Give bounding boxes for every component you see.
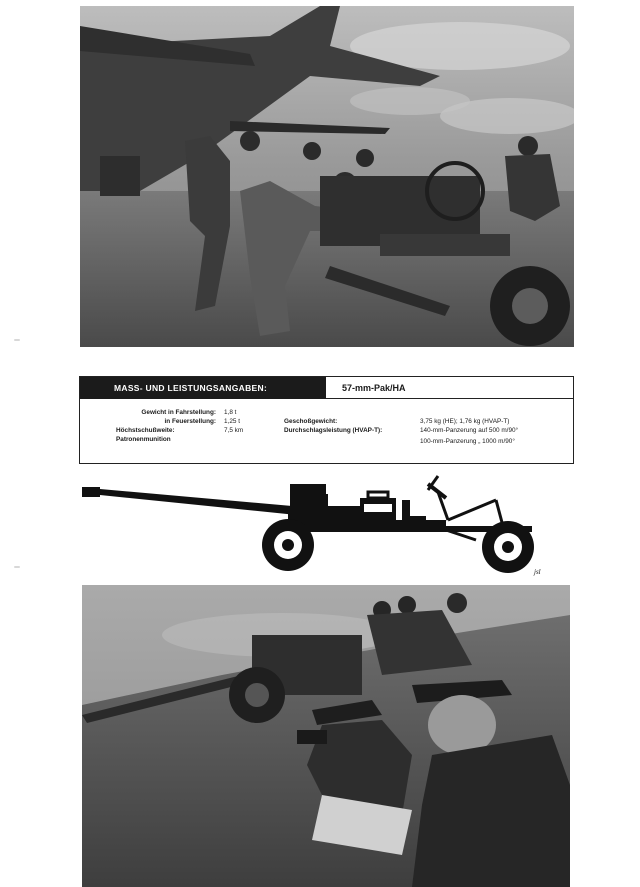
spec-value: 140-mm-Panzerung auf 500 m/90° [420,427,519,434]
spec-label: Geschoßgewicht: [284,418,338,425]
spec-value: 1,25 t [224,418,240,425]
spec-label: Patronenmunition [116,436,171,443]
spec-row-projectile-weight [284,417,337,426]
spec-label: in Feuerstellung: [164,418,216,425]
spec-value: 3,75 kg (HE); 1,76 kg (HVAP-T) [420,418,510,425]
spec-table-model-name: 57-mm-Pak/HA [326,377,573,399]
specification-table [79,376,574,464]
photo-top-image [80,6,574,347]
photo-top-soldiers-aircraft [80,6,574,347]
spec-value: 7,5 km [224,427,244,434]
spec-value-penetration-500 [420,426,518,435]
scan-edge-mark [14,566,20,568]
photo-bottom-image [82,585,570,887]
spec-value-projectile-weight [420,417,509,426]
spec-table-header: MASS- UND LEISTUNGSANGABEN: [80,377,326,399]
spec-label: Durchschlagsleistung (HVAP-T): [284,427,383,434]
spec-label: Höchstschußweite: [116,427,175,434]
spec-label: Gewicht in Fahrstellung: [141,409,216,416]
photo-bottom-gun-crew [82,585,570,887]
gun-silhouette-svg [76,470,566,580]
spec-value: 100-mm-Panzerung „ 1000 m/90° [420,438,515,445]
spec-row-penetration [284,426,382,435]
drawing-signature: jsl [534,568,541,576]
spec-value: 1,8 t [224,409,237,416]
gun-silhouette-drawing [76,470,566,580]
spec-value-penetration-1000 [420,437,515,446]
scan-edge-mark [14,339,20,341]
